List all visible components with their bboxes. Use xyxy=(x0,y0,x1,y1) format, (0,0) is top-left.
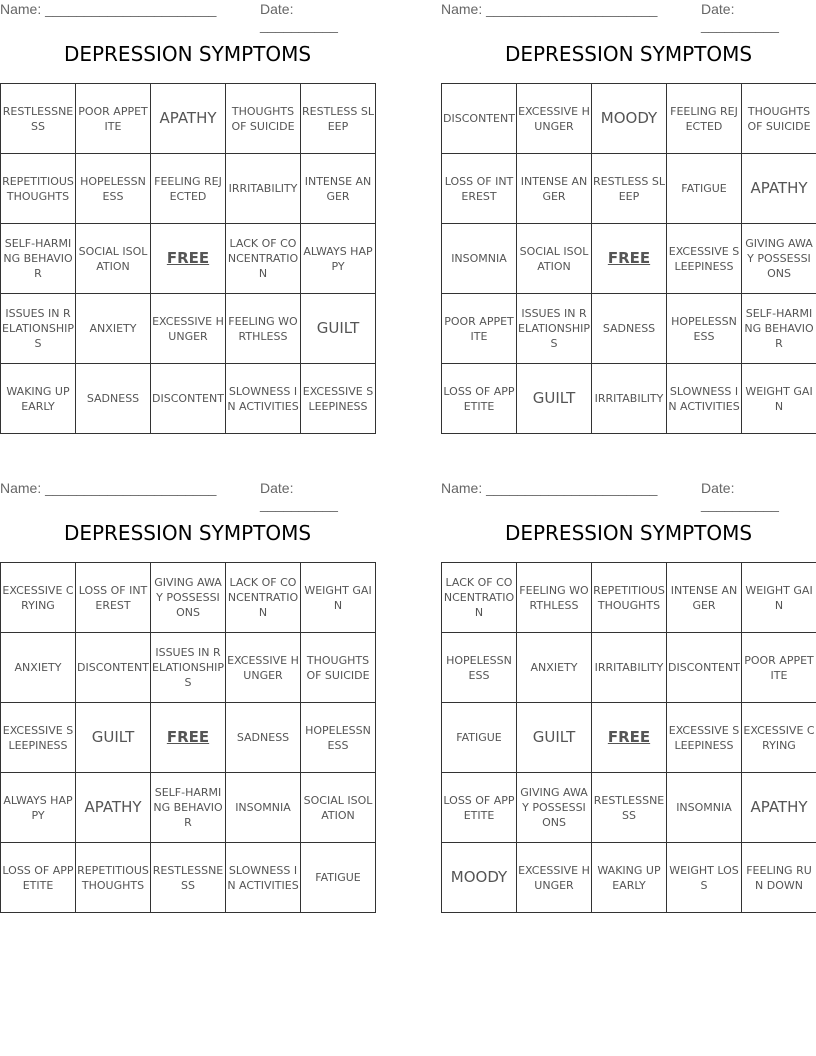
bingo-cell xyxy=(1,563,76,633)
bingo-cell xyxy=(442,773,517,843)
bingo-cell xyxy=(592,154,667,224)
bingo-cell xyxy=(1,294,76,364)
bingo-cell xyxy=(226,364,301,434)
bingo-grid xyxy=(0,83,376,434)
cell-text: SADNESS xyxy=(602,322,656,335)
grid-row xyxy=(1,154,376,224)
bingo-cell xyxy=(301,563,376,633)
cell-text: FATIGUE xyxy=(456,731,502,744)
bingo-cell xyxy=(742,843,816,913)
cell-text: SLOWNESS IN ACTIVITIES xyxy=(227,863,299,892)
name-field-label: Name: ______________________ xyxy=(441,1,658,17)
cell-text: EXCESSIVE SLEEPINESS xyxy=(2,723,74,752)
bingo-cell xyxy=(1,843,76,913)
bingo-cell xyxy=(667,294,742,364)
bingo-cell xyxy=(301,703,376,773)
bingo-cell xyxy=(226,154,301,224)
card-title: DEPRESSION SYMPTOMS xyxy=(63,42,312,66)
cell-text: LOSS OF APPETITE xyxy=(2,863,74,892)
grid-row xyxy=(442,154,816,224)
cell-text: DISCONTENT xyxy=(668,661,740,674)
cell-text: EXCESSIVE HUNGER xyxy=(518,104,590,133)
bingo-cell xyxy=(76,84,151,154)
date-field-label: Date: __________ xyxy=(701,1,779,33)
bingo-cell xyxy=(151,843,226,913)
cell-text: WEIGHT GAIN xyxy=(304,583,372,612)
cell-text: APATHY xyxy=(750,179,808,197)
free-space-cell xyxy=(592,224,667,294)
bingo-cell xyxy=(442,154,517,224)
grid-row xyxy=(1,563,376,633)
bingo-cell xyxy=(226,224,301,294)
cell-text: RESTLESSNESS xyxy=(2,104,74,133)
free-space-cell xyxy=(151,703,226,773)
bingo-cell xyxy=(76,773,151,843)
bingo-cell xyxy=(226,633,301,703)
cell-text: WAKING UP EARLY xyxy=(597,863,661,892)
bingo-cell xyxy=(442,563,517,633)
cell-text: EXCESSIVE HUNGER xyxy=(518,863,590,892)
cell-text: FEELING WORTHLESS xyxy=(228,314,298,343)
card-title: DEPRESSION SYMPTOMS xyxy=(504,42,753,66)
cell-text: HOPELESSNESS xyxy=(305,723,371,752)
cell-text: ALWAYS HAPPY xyxy=(3,793,73,822)
cell-text: IRRITABILITY xyxy=(228,182,298,195)
cell-text: INSOMNIA xyxy=(451,252,507,265)
date-field-label: Date: __________ xyxy=(701,480,779,512)
grid-row xyxy=(1,294,376,364)
cell-text: WAKING UP EARLY xyxy=(6,384,70,413)
bingo-cell xyxy=(1,84,76,154)
cell-text: GUILT xyxy=(532,389,576,407)
card-header xyxy=(0,480,375,512)
cell-text: SADNESS xyxy=(236,731,290,744)
cell-text: EXCESSIVE SLEEPINESS xyxy=(668,723,740,752)
cell-text: THOUGHTS OF SUICIDE xyxy=(747,104,811,133)
bingo-cell xyxy=(442,843,517,913)
cell-text: FREE xyxy=(166,249,210,267)
bingo-cell xyxy=(151,364,226,434)
bingo-cell xyxy=(517,843,592,913)
bingo-cell xyxy=(517,224,592,294)
bingo-cell xyxy=(667,84,742,154)
cell-text: LACK OF CONCENTRATION xyxy=(227,576,299,619)
cell-text: REPETITIOUS THOUGHTS xyxy=(77,863,149,892)
cell-text: FATIGUE xyxy=(681,182,727,195)
cell-text: MOODY xyxy=(600,109,658,127)
cell-text: EXCESSIVE HUNGER xyxy=(152,314,224,343)
bingo-grid xyxy=(441,83,816,434)
cell-text: EXCESSIVE SLEEPINESS xyxy=(302,384,374,413)
grid-row xyxy=(442,294,816,364)
bingo-cell xyxy=(742,633,816,703)
grid-row xyxy=(1,773,376,843)
cell-text: LOSS OF APPETITE xyxy=(443,384,515,413)
bingo-cell xyxy=(442,703,517,773)
bingo-cell xyxy=(76,154,151,224)
cell-text: FEELING WORTHLESS xyxy=(519,583,589,612)
grid-row xyxy=(442,84,816,154)
cell-text: FREE xyxy=(607,249,651,267)
cell-text: ISSUES IN RELATIONSHIPS xyxy=(2,307,74,350)
cell-text: ANXIETY xyxy=(14,661,62,674)
card-title: DEPRESSION SYMPTOMS xyxy=(63,521,312,545)
grid-row xyxy=(1,84,376,154)
cell-text: GUILT xyxy=(532,728,576,746)
grid-row xyxy=(1,703,376,773)
bingo-cell xyxy=(151,294,226,364)
cell-text: FREE xyxy=(166,728,210,746)
cell-text: LOSS OF APPETITE xyxy=(443,793,515,822)
bingo-cell xyxy=(667,703,742,773)
cell-text: EXCESSIVE CRYING xyxy=(2,583,74,612)
cell-text: POOR APPETITE xyxy=(744,653,814,682)
grid-row xyxy=(442,773,816,843)
bingo-cell xyxy=(517,154,592,224)
name-field-label: Name: ______________________ xyxy=(0,1,217,17)
cell-text: RESTLESSNESS xyxy=(593,793,665,822)
bingo-cell xyxy=(667,224,742,294)
cell-text: APATHY xyxy=(750,798,808,816)
bingo-cell xyxy=(742,364,816,434)
date-field-label: Date: __________ xyxy=(260,480,338,512)
bingo-cell xyxy=(517,84,592,154)
cell-text: SADNESS xyxy=(86,392,140,405)
cell-text: GIVING AWAY POSSESSIONS xyxy=(745,237,813,280)
bingo-cell xyxy=(226,773,301,843)
cell-text: APATHY xyxy=(84,798,142,816)
bingo-cell xyxy=(301,224,376,294)
bingo-cell xyxy=(301,843,376,913)
bingo-cell xyxy=(226,563,301,633)
cell-text: LOSS OF INTEREST xyxy=(78,583,148,612)
cell-text: GUILT xyxy=(316,319,360,337)
bingo-cell xyxy=(151,563,226,633)
cell-text: INSOMNIA xyxy=(676,801,732,814)
bingo-card-2 xyxy=(441,0,816,440)
bingo-cell xyxy=(76,843,151,913)
cell-text: EXCESSIVE CRYING xyxy=(743,723,815,752)
cell-text: SOCIAL ISOLATION xyxy=(78,244,148,273)
bingo-cell xyxy=(1,224,76,294)
bingo-cell xyxy=(1,154,76,224)
cell-text: HOPELESSNESS xyxy=(80,174,146,203)
cell-text: INSOMNIA xyxy=(235,801,291,814)
grid-row xyxy=(442,224,816,294)
cell-text: ALWAYS HAPPY xyxy=(303,244,373,273)
bingo-cell xyxy=(592,633,667,703)
bingo-cell xyxy=(301,294,376,364)
bingo-cell xyxy=(517,563,592,633)
bingo-cell xyxy=(517,364,592,434)
bingo-cell xyxy=(151,773,226,843)
cell-text: SELF-HARMING BEHAVIOR xyxy=(153,786,223,829)
bingo-cell xyxy=(667,154,742,224)
bingo-cell xyxy=(1,773,76,843)
bingo-cell xyxy=(742,773,816,843)
card-title: DEPRESSION SYMPTOMS xyxy=(504,521,753,545)
cell-text: FREE xyxy=(607,728,651,746)
bingo-cell xyxy=(76,294,151,364)
cell-text: SELF-HARMING BEHAVIOR xyxy=(3,237,73,280)
cell-text: FEELING REJECTED xyxy=(670,104,738,133)
cell-text: DISCONTENT xyxy=(443,112,515,125)
cell-text: IRRITABILITY xyxy=(594,392,664,405)
bingo-cell xyxy=(226,294,301,364)
bingo-cell xyxy=(592,563,667,633)
bingo-cell xyxy=(442,294,517,364)
cell-text: INTENSE ANGER xyxy=(520,174,588,203)
grid-row xyxy=(442,703,816,773)
cell-text: SLOWNESS IN ACTIVITIES xyxy=(668,384,740,413)
cell-text: GUILT xyxy=(91,728,135,746)
cell-text: FEELING REJECTED xyxy=(154,174,222,203)
cell-text: LOSS OF INTEREST xyxy=(444,174,514,203)
bingo-cell xyxy=(742,563,816,633)
bingo-cell xyxy=(592,843,667,913)
bingo-cell xyxy=(592,84,667,154)
grid-row xyxy=(1,843,376,913)
bingo-card-1 xyxy=(0,0,375,440)
bingo-cell xyxy=(226,84,301,154)
cell-text: RESTLESSNESS xyxy=(152,863,224,892)
bingo-cell xyxy=(742,224,816,294)
bingo-cell xyxy=(76,364,151,434)
bingo-cell xyxy=(151,84,226,154)
card-header xyxy=(441,480,816,512)
bingo-cell xyxy=(301,633,376,703)
bingo-cell xyxy=(742,703,816,773)
cell-text: INTENSE ANGER xyxy=(670,583,738,612)
bingo-cell xyxy=(667,633,742,703)
bingo-cell xyxy=(667,364,742,434)
cell-text: EXCESSIVE HUNGER xyxy=(227,653,299,682)
bingo-cell xyxy=(76,563,151,633)
bingo-cell xyxy=(1,633,76,703)
bingo-cell xyxy=(442,84,517,154)
bingo-cell xyxy=(742,294,816,364)
cell-text: FATIGUE xyxy=(315,871,361,884)
cell-text: INTENSE ANGER xyxy=(304,174,372,203)
bingo-grid xyxy=(441,562,816,913)
cell-text: SOCIAL ISOLATION xyxy=(519,244,589,273)
bingo-cell xyxy=(592,294,667,364)
card-header xyxy=(441,1,816,33)
bingo-cell xyxy=(301,364,376,434)
cell-text: SLOWNESS IN ACTIVITIES xyxy=(227,384,299,413)
bingo-cell xyxy=(301,154,376,224)
cell-text: ANXIETY xyxy=(530,661,578,674)
bingo-cell xyxy=(517,703,592,773)
bingo-cell xyxy=(667,843,742,913)
bingo-cell xyxy=(442,224,517,294)
cell-text: ISSUES IN RELATIONSHIPS xyxy=(518,307,590,350)
cell-text: DISCONTENT xyxy=(152,392,224,405)
bingo-cell xyxy=(442,633,517,703)
bingo-cell xyxy=(667,563,742,633)
cell-text: REPETITIOUS THOUGHTS xyxy=(2,174,74,203)
cell-text: THOUGHTS OF SUICIDE xyxy=(306,653,370,682)
cell-text: RESTLESS SLEEP xyxy=(593,174,665,203)
bingo-cell xyxy=(226,843,301,913)
bingo-cell xyxy=(442,364,517,434)
cell-text: FEELING RUN DOWN xyxy=(746,863,812,892)
cell-text: MOODY xyxy=(450,868,508,886)
cell-text: WEIGHT GAIN xyxy=(745,384,813,413)
cell-text: HOPELESSNESS xyxy=(671,314,737,343)
name-field-label: Name: ______________________ xyxy=(0,480,217,496)
bingo-cell xyxy=(151,633,226,703)
card-header xyxy=(0,1,375,33)
grid-row xyxy=(1,633,376,703)
cell-text: SELF-HARMING BEHAVIOR xyxy=(744,307,814,350)
bingo-cell xyxy=(517,773,592,843)
cell-text: GIVING AWAY POSSESSIONS xyxy=(154,576,222,619)
free-space-cell xyxy=(592,703,667,773)
bingo-cell xyxy=(301,773,376,843)
bingo-cell xyxy=(517,294,592,364)
grid-row xyxy=(1,364,376,434)
cell-text: LACK OF CONCENTRATION xyxy=(443,576,515,619)
grid-row xyxy=(1,224,376,294)
bingo-card-4 xyxy=(441,479,816,919)
cell-text: SOCIAL ISOLATION xyxy=(303,793,373,822)
cell-text: HOPELESSNESS xyxy=(446,653,512,682)
grid-row xyxy=(442,633,816,703)
bingo-cell xyxy=(742,84,816,154)
free-space-cell xyxy=(151,224,226,294)
bingo-cell xyxy=(151,154,226,224)
cell-text: RESTLESS SLEEP xyxy=(302,104,374,133)
bingo-cell xyxy=(592,364,667,434)
cell-text: ISSUES IN RELATIONSHIPS xyxy=(152,646,224,689)
bingo-grid xyxy=(0,562,376,913)
grid-row xyxy=(442,364,816,434)
bingo-cell xyxy=(301,84,376,154)
bingo-cell xyxy=(517,633,592,703)
bingo-cell xyxy=(592,773,667,843)
cell-text: REPETITIOUS THOUGHTS xyxy=(593,583,665,612)
cell-text: APATHY xyxy=(159,109,217,127)
bingo-cell xyxy=(667,773,742,843)
grid-row xyxy=(442,843,816,913)
grid-row xyxy=(442,563,816,633)
bingo-cell xyxy=(76,224,151,294)
cell-text: WEIGHT LOSS xyxy=(669,863,739,892)
cell-text: EXCESSIVE SLEEPINESS xyxy=(668,244,740,273)
name-field-label: Name: ______________________ xyxy=(441,480,658,496)
cell-text: GIVING AWAY POSSESSIONS xyxy=(520,786,588,829)
cell-text: ANXIETY xyxy=(89,322,137,335)
cell-text: IRRITABILITY xyxy=(594,661,664,674)
cell-text: DISCONTENT xyxy=(77,661,149,674)
cell-text: THOUGHTS OF SUICIDE xyxy=(231,104,295,133)
bingo-cell xyxy=(76,703,151,773)
cell-text: LACK OF CONCENTRATION xyxy=(227,237,299,280)
date-field-label: Date: __________ xyxy=(260,1,338,33)
bingo-cell xyxy=(742,154,816,224)
bingo-cell xyxy=(226,703,301,773)
bingo-cell xyxy=(76,633,151,703)
bingo-cell xyxy=(1,703,76,773)
cell-text: POOR APPETITE xyxy=(78,104,148,133)
cell-text: POOR APPETITE xyxy=(444,314,514,343)
bingo-cell xyxy=(1,364,76,434)
cell-text: WEIGHT GAIN xyxy=(745,583,813,612)
bingo-card-3 xyxy=(0,479,375,919)
